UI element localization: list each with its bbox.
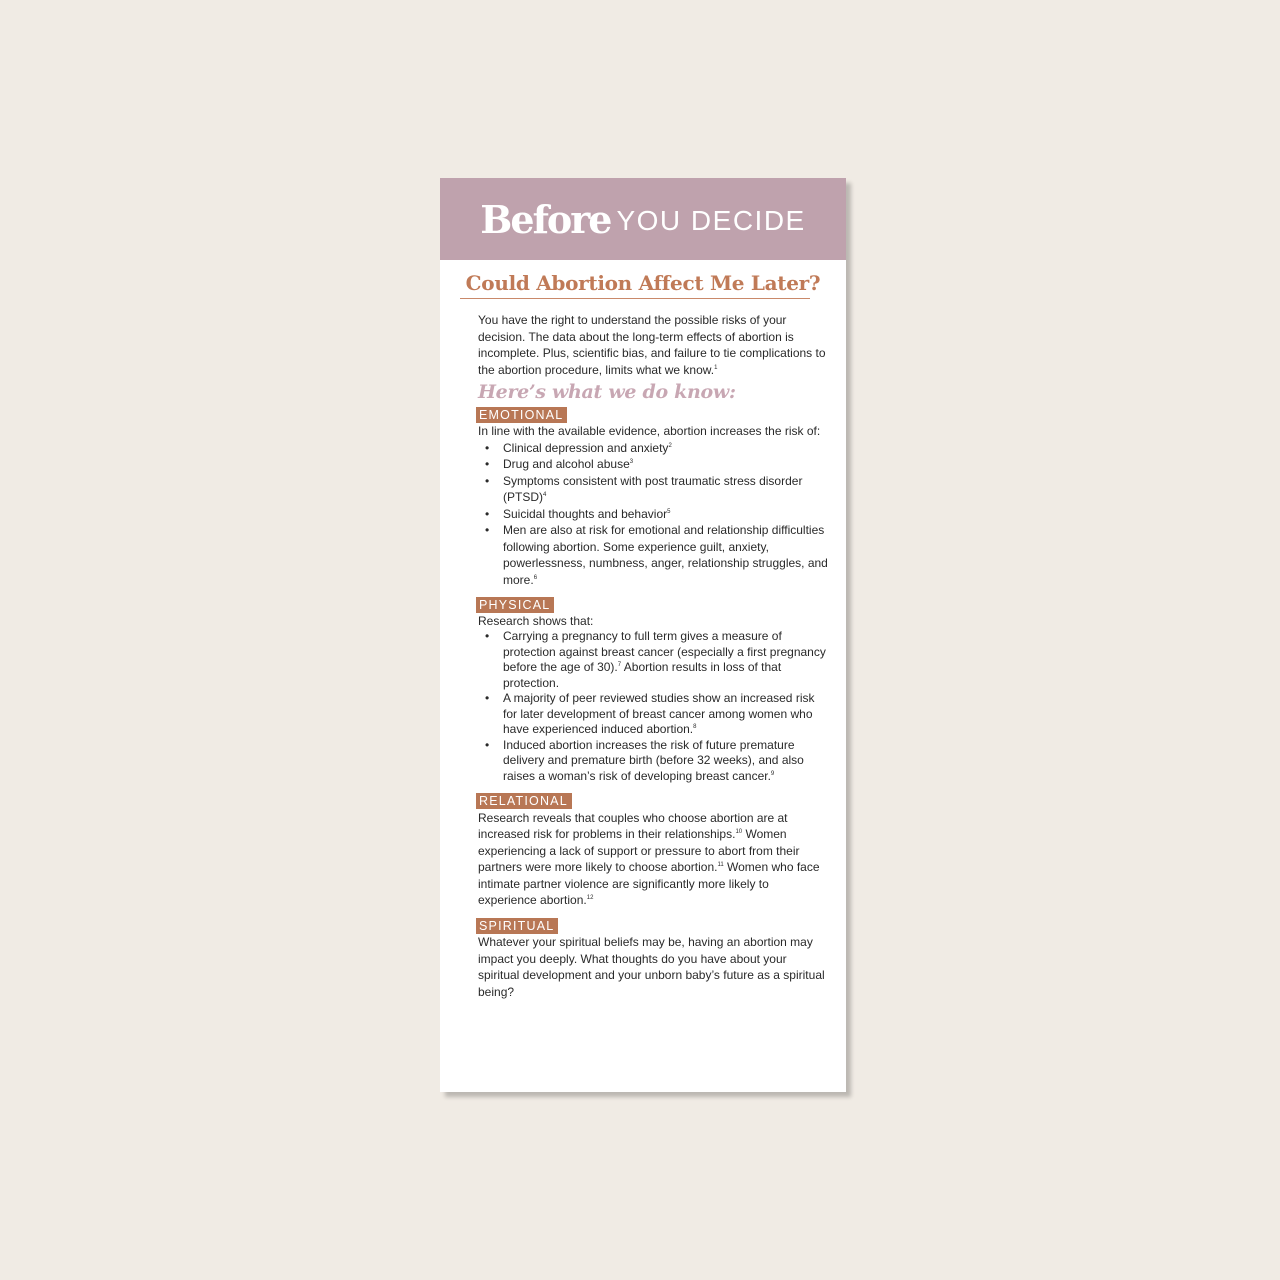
list-item-text: Symptoms consistent with post traumatic stress disorder (PTSD) [503,473,803,504]
emotional-list [478,440,830,589]
bullet-icon: • [485,523,490,537]
bullet-icon: • [485,737,490,752]
footnote-ref: 7 [617,662,622,668]
list-item [485,522,830,588]
bullet-icon: • [485,691,490,705]
footnote-ref: 3 [629,459,634,465]
list-item [485,456,830,473]
footnote-ref: 9 [770,770,775,777]
banner-title-bold: Before [480,196,611,242]
footnote-ref: 8 [693,724,697,730]
bullet-icon: • [485,506,490,521]
list-item-text: Induced abortion increases the risk of future premature delivery and premature birth (before 32 weeks), and also raises a woman’s risk of developing breast cancer. [503,737,804,783]
list-item-text: Suicidal thoughts and behavior [503,506,668,521]
footnote-ref: 1 [714,364,718,371]
section-tag-physical: PHYSICAL [476,597,554,613]
section-emotional [478,407,830,589]
list-item-text-tail: Abortion results in loss of that protection. [503,660,782,690]
section-tag-spiritual: SPIRITUAL [476,918,558,934]
subheading: Here’s what we do know: [478,381,736,403]
list-item-text: Drug and alcohol abuse [503,457,630,471]
list-item [485,440,830,457]
list-item-text: Carrying a pregnancy to full term gives a measure of protection against breast cancer (especially a first pregnancy before the age of 30). [503,629,826,674]
physical-list [478,629,830,784]
content-body [478,312,830,1009]
section-body: Whatever your spiritual beliefs may be, having an abortion may impact you deeply. What thoughts do you have about your spiritual development and your unborn baby’s future as a spiritual being? [478,935,825,999]
relational-text-3: Women who face intimate partner violence are significantly more likely to experience abortion. [478,860,820,907]
list-item-text: A majority of peer reviewed studies show an increased risk for later development of breast cancer among women who have experienced induced abortion. [503,691,815,736]
footnote-ref: 5 [667,508,671,515]
list-item [485,629,830,691]
section-tag-relational: RELATIONAL [476,793,572,809]
list-item [485,691,830,738]
footnote-ref: 10 [735,829,743,835]
list-item [485,473,830,506]
list-item-text: Clinical depression and anxiety [503,440,669,455]
section-tag-emotional: EMOTIONAL [476,407,567,423]
bullet-icon: • [485,457,490,471]
relational-text-1: Research reveals that couples who choose abortion are at increased risk for problems in their relationships. [478,810,788,841]
bullet-icon: • [485,473,490,488]
brochure-card [440,178,846,1092]
section-lead: In line with the available evidence, abortion increases the risk of: [478,424,821,438]
footnote-ref: 2 [668,442,672,449]
list-item-text: Men are also at risk for emotional and relationship difficulties following abortion. Some experience guilt, anxiety, powerlessness, numbness, anger, relationship struggles, and more. [503,523,828,587]
page-heading: Could Abortion Affect Me Later? [465,271,821,295]
banner-title-rest: YOU DECIDE [616,205,806,236]
section-physical [478,597,830,784]
section-relational [478,793,830,909]
bullet-icon: • [485,440,490,455]
bullet-icon: • [485,629,490,643]
section-spiritual [478,918,830,1001]
heading-divider [460,298,810,299]
section-lead: Research shows that: [478,613,594,628]
intro-text: You have the right to understand the possible risks of your decision. The data about the long-term effects of abortion is incomplete. Plus, scientific bias, and failure to tie complications to the abortion procedure, limits what we know. [478,313,826,377]
section-body [478,810,830,909]
footnote-ref: 12 [586,895,594,901]
footnote-ref: 6 [533,574,538,581]
intro-paragraph [478,312,830,378]
list-item [485,506,830,523]
footnote-ref: 11 [717,862,724,868]
list-item [485,737,830,785]
title-banner [440,178,846,260]
footnote-ref: 4 [543,492,547,498]
relational-text-2: Women experiencing a lack of support or pressure to abort from their partners were more likely to choose abortion. [478,827,800,874]
